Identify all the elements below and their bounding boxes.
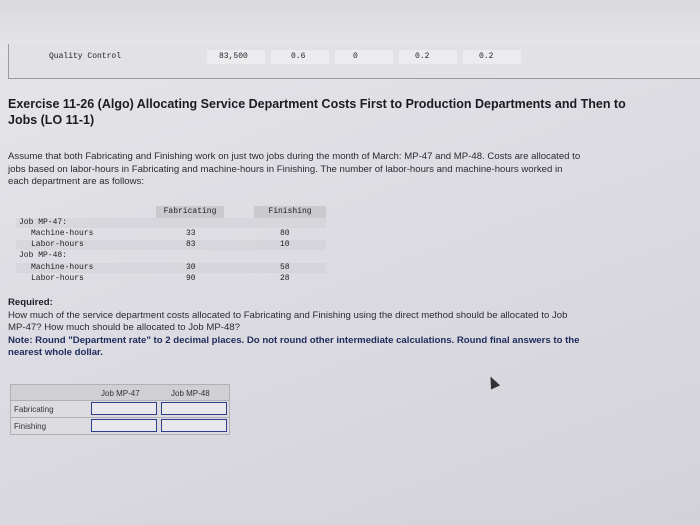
- answer-row-finishing: [10, 418, 230, 435]
- finishing-value: 80: [280, 229, 290, 238]
- column-header-finishing: Finishing: [254, 206, 326, 218]
- hours-table: [16, 206, 326, 292]
- fabricating-value: 90: [186, 274, 196, 283]
- finishing-value: 58: [280, 263, 290, 272]
- job-label-row: [16, 251, 326, 261]
- title-line: Exercise 11-26 (Algo) Allocating Service Department Costs First to Production Departments and Then to: [8, 97, 626, 111]
- row-label: Labor-hours: [31, 240, 84, 249]
- top-background: [0, 0, 700, 44]
- quality-control-row: [9, 50, 700, 66]
- rounding-note: nearest whole dollar.: [8, 347, 103, 358]
- fabricating-value: 83: [186, 240, 196, 249]
- answer-header-row: [10, 384, 230, 401]
- previous-allocation-table: [8, 44, 700, 79]
- finishing-value: 10: [280, 240, 290, 249]
- value-cell: 0: [353, 52, 358, 61]
- mouse-cursor-icon: [486, 374, 500, 389]
- fabricating-value: 33: [186, 229, 196, 238]
- table-row: [16, 240, 326, 250]
- finishing-value: 28: [280, 274, 290, 283]
- required-label: Required:: [8, 297, 53, 308]
- column-header-mp48: Job MP-48: [171, 389, 210, 398]
- job-label: Job MP-48:: [19, 251, 68, 260]
- row-label: Fabricating: [14, 405, 54, 414]
- required-section: [8, 297, 700, 360]
- fabricating-mp47-input[interactable]: [91, 402, 157, 415]
- table-row: [16, 274, 326, 284]
- column-header-fabricating: Fabricating: [156, 206, 224, 218]
- value-cell: 0.2: [479, 52, 494, 61]
- row-label: Machine-hours: [31, 229, 94, 238]
- rounding-note: Note: Round "Department rate" to 2 decimal places. Do not round other intermediate calculations. Round final answers to the: [8, 334, 580, 346]
- row-label: Labor-hours: [31, 274, 84, 283]
- question-line: MP-47? How much should be allocated to Job MP-48?: [8, 322, 240, 333]
- row-label: Machine-hours: [31, 263, 94, 272]
- answer-row-fabricating: [10, 401, 230, 418]
- answer-table: [10, 384, 230, 436]
- job-label: Job MP-47:: [19, 218, 68, 227]
- row-label: Finishing: [14, 422, 47, 431]
- fabricating-mp48-input[interactable]: [161, 402, 227, 415]
- value-cell: 0.6: [291, 52, 306, 61]
- intro-line: Assume that both Fabricating and Finishing work on just two jobs during the month of March: MP-47 and MP-48. Costs are allocated to: [8, 151, 581, 162]
- finishing-mp47-input[interactable]: [91, 419, 157, 432]
- intro-line: each department are as follows:: [8, 176, 144, 187]
- intro-line: jobs based on labor-hours in Fabricating and machine-hours in Finishing. The number of labor-hours and machine-hours worked in: [8, 163, 563, 175]
- value-cell: 83,500: [219, 52, 248, 61]
- question-line: How much of the service department costs allocated to Fabricating and Finishing using the direct method should be allocated to Job: [8, 309, 568, 321]
- table-row: [16, 229, 326, 239]
- row-label: Quality Control: [49, 52, 122, 61]
- value-cell: 0.2: [415, 52, 430, 61]
- title-line: Jobs (LO 11-1): [8, 113, 95, 127]
- column-header-mp47: Job MP-47: [101, 389, 140, 398]
- intro-paragraph: [8, 151, 700, 189]
- job-label-row: [16, 218, 326, 228]
- exercise-title: [8, 96, 698, 128]
- fabricating-value: 30: [186, 263, 196, 272]
- finishing-mp48-input[interactable]: [161, 419, 227, 432]
- table-row: [16, 263, 326, 273]
